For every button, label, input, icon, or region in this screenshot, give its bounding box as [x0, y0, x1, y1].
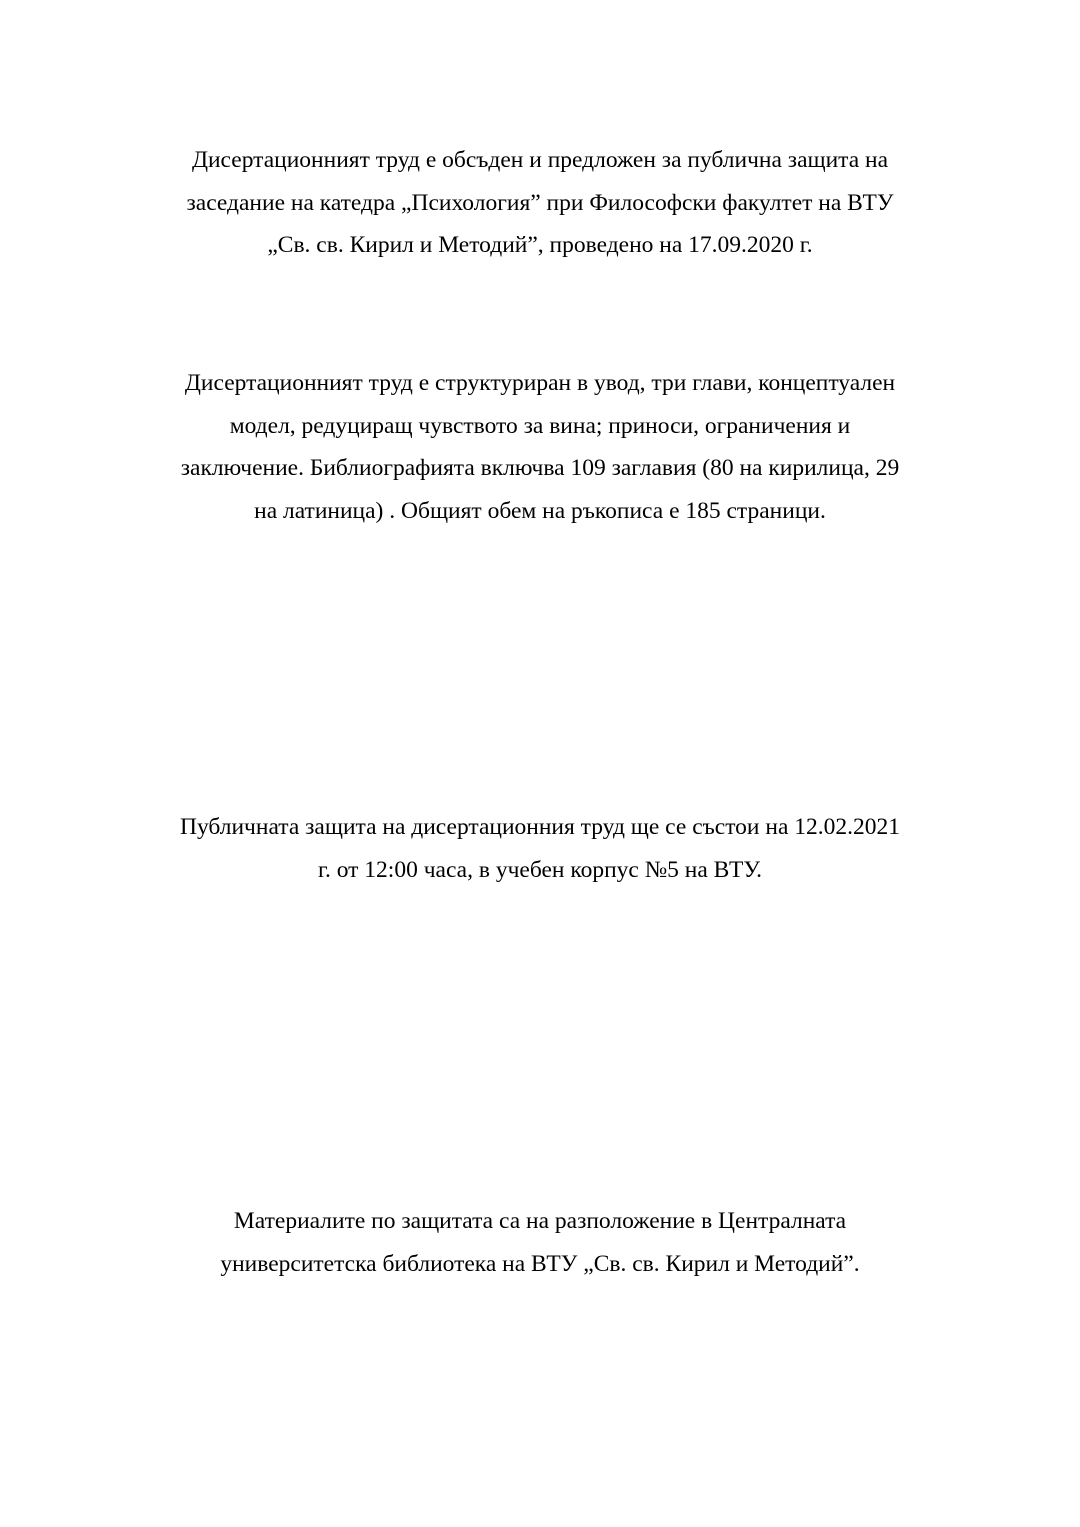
text-line: Дисертационният труд е структуриран в увод, три глави, концептуален — [184, 370, 896, 396]
text-line: г. от 12:00 часа, в учебен корпус №5 на ВТУ. — [317, 856, 763, 883]
discussion-paragraph — [130, 139, 950, 267]
text-line: Публичната защита на дисертационния труд ще се състои на 12.02.2021 — [179, 814, 901, 840]
text-line: на латиница) . Общият обем на ръкописа е 185 страници. — [254, 497, 826, 524]
text-line: заключение. Библиографията включва 109 заглавия (80 на кирилица, 29 — [180, 455, 900, 481]
text-line: „Св. св. Кирил и Методий”, проведено на 17.09.2020 г. — [267, 232, 813, 258]
text-line: Материалите по защитата са на разположение в Централната — [233, 1208, 847, 1234]
text-line: модел, редуциращ чувството за вина; приноси, ограничения и — [229, 412, 851, 439]
text-line: заседание на катедра „Психология” при Философски факултет на ВТУ — [186, 189, 894, 216]
materials-paragraph — [130, 1200, 950, 1285]
defense-date-paragraph — [130, 806, 950, 891]
text-line: Дисертационният труд е обсъден и предложен за публична защита на — [191, 147, 889, 173]
text-line: университетска библиотека на ВТУ „Св. св. Кирил и Методий”. — [220, 1250, 860, 1277]
structure-paragraph — [130, 362, 950, 532]
